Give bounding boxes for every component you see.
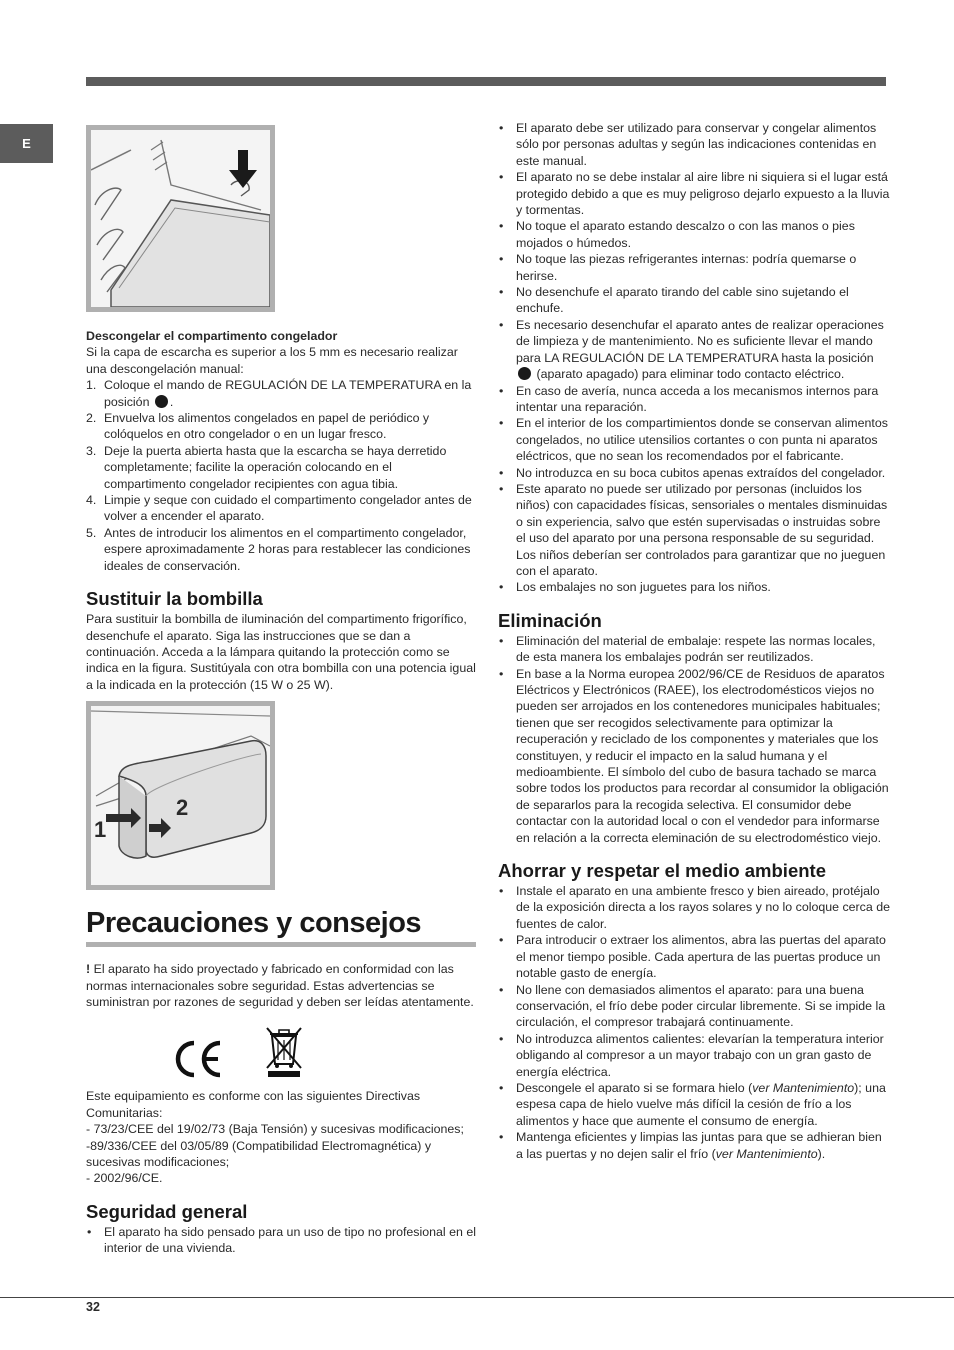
list-item: • Los embalajes no son juguetes para los niños.	[499, 580, 771, 595]
list-item: • Es necesario desenchufar el aparato antes de realizar operaciones de limpieza y de mantenimiento. No es suficiente llevar el mando para LA REGULACIÓN DE LA TEMPERATURA hasta la posición (aparato apagado) para eliminar todo contacto eléctrico.	[499, 317, 884, 382]
directives-intro: Este equipamiento es conforme con las siguientes Directivas Comunitarias:	[86, 1089, 421, 1120]
page-number: 32	[86, 1300, 100, 1314]
footer-rule	[0, 1297, 954, 1298]
language-tab-label: E	[22, 136, 31, 151]
list-item: • No introduzca en su boca cubitos apenas extraídos del congelador.	[499, 465, 886, 480]
list-item: • No desenchufe el aparato tirando del cable sino sujetando el enchufe.	[499, 285, 849, 316]
list-item: • El aparato debe ser utilizado para conservar y congelar alimentos sólo por personas adultas y según las indicaciones contenidas en este manual.	[499, 121, 877, 168]
environment-list	[498, 883, 890, 1162]
list-item: • El aparato no se debe instalar al aire libre ni siquiera si el lugar está protegido debido a que es muy peligroso dejarlo expuesto a la lluvia y tormentas.	[499, 170, 890, 218]
list-item: • En caso de avería, nunca acceda a los mecanismos internos para intentar una reparación.	[499, 383, 879, 414]
list-item: 4. Limpie y seque con cuidado el compartimento congelador antes de volver a encender el aparato.	[86, 493, 472, 524]
list-item: 3. Deje la puerta abierta hasta que la escarcha se haya derretido completamente; facilite la operación colocando en el compartimento congelador recipientes con agua tibia.	[86, 443, 447, 491]
main-title: Precauciones y consejos	[86, 906, 476, 947]
warning-icon: !	[86, 962, 91, 977]
off-position-icon	[155, 395, 168, 408]
defrost-title: Descongelar el compartimento congelador	[86, 329, 338, 343]
list-item: • No toque el aparato estando descalzo o con las manos o pies mojados o húmedos.	[499, 219, 855, 250]
bulb-text: Para sustituir la bombilla de iluminación del compartimento frigorífico, desenchufe el aparato. Siga las instrucciones que se dan a continuación. Acceda a la lámpara quitando la protección como se indica en la figura. Sustitúyala con otra bombilla con una potencia igual a la indicada en la protección (15 W o 25 W).	[86, 612, 476, 692]
list-item: 1. Coloque el mando de REGULACIÓN DE LA TEMPERATURA en la posición .	[86, 378, 472, 409]
list-item: • Eliminación del material de embalaje: respete las normas locales, de esta manera los embalajes podrán ser reutilizados.	[499, 633, 876, 665]
directive-item: - 2002/96/CE.	[86, 1171, 163, 1186]
header-bar	[86, 77, 886, 86]
freezer-defrost-figure	[86, 125, 275, 312]
safety-list-right	[498, 120, 890, 596]
list-item: • En el interior de los compartimientos donde se conservan alimentos congelados, no utilice utensilios cortantes o con punta ni aparatos eléctricos, que no sean los recomendados por el fabricante.	[499, 416, 888, 464]
list-item: • Mantenga eficientes y limpias las juntas para que se adhieran bien a las puertas y no dejen salir el frío (ver Mantenimiento).	[499, 1130, 882, 1161]
certification-marks	[174, 1022, 476, 1078]
directive-item: -89/336/CEE del 03/05/89 (Compatibilidad Electromagnética) y sucesivas modificaciones;	[86, 1138, 432, 1169]
disposal-title: Eliminación	[498, 609, 602, 631]
right-column	[498, 120, 890, 1162]
step-two-label: 2	[176, 795, 189, 821]
defrost-intro: Si la capa de escarcha es superior a los 5 mm es necesario realizar una descongelación manual:	[86, 345, 458, 376]
list-item: • Este aparato no puede ser utilizado por personas (incluidos los niños) con capacidades físicas, sensoriales o mentales disminuidas o sin experiencia, salvo que estén supervisadas o instruidas sobre el uso del aparato por una persona responsable de su seguridad. Los niños deberían ser controlados para garantizar que no jueguen con el aparato.	[499, 481, 888, 578]
safety-list-left	[86, 1224, 476, 1257]
weee-bin-icon	[264, 1024, 304, 1078]
ce-mark-icon	[174, 1040, 224, 1078]
list-item: • Descongele el aparato si se formara hielo (ver Mantenimiento); una espesa capa de hielo vuelve más difícil la cesión de frío a los alimentos y hace que aumente el consumo de energía.	[499, 1080, 886, 1128]
maintenance-reference: ver Mantenimiento	[715, 1146, 818, 1161]
list-item: • Para introducir o extraer los alimentos, abra las puertas del aparato el menor tiempo posible. Cada apertura de las puertas produce un notable gasto de energía.	[499, 933, 886, 981]
warning-paragraph: ! El aparato ha sido proyectado y fabricado en conformidad con las normas internacionales sobre seguridad. Estas advertencias se suministran por razones de seguridad y deben ser leídas atentamente.	[86, 962, 474, 1009]
bulb-cover-figure	[86, 701, 275, 890]
language-tab	[0, 124, 53, 163]
off-position-icon	[518, 367, 531, 380]
list-item: • No llene con demasiados alimentos el aparato: para una buena conservación, el frío debe poder circular libremente. Si se impide la circulación, el compresor trabajará continuamente.	[499, 982, 886, 1030]
safety-title: Seguridad general	[86, 1200, 248, 1222]
left-column	[86, 125, 476, 1257]
directive-item: - 73/23/CEE del 19/02/73 (Baja Tensión) y sucesivas modificaciones;	[86, 1122, 464, 1137]
freezer-shelf-illustration	[91, 130, 270, 307]
list-item: • El aparato ha sido pensado para un uso de tipo no profesional en el interior de una vivienda.	[87, 1224, 476, 1256]
disposal-list	[498, 633, 890, 846]
defrost-steps	[86, 377, 476, 574]
maintenance-reference: ver Mantenimiento	[752, 1080, 855, 1095]
list-item: • Instale el aparato en una ambiente fresco y bien aireado, protéjalo de la exposición directa a los rayos solares y no lo coloque cerca de fuentes de calor.	[499, 884, 890, 931]
list-item: 2. Envuelva los alimentos congelados en papel de periódico y colóquelos en otro congelador o en un lugar fresco.	[86, 411, 430, 442]
list-item: • No introduzca alimentos calientes: elevarían la temperatura interior obligando al compresor a un mayor trabajo con un gran gasto de energía eléctrica.	[499, 1031, 884, 1079]
list-item: 5. Antes de introducir los alimentos en el compartimento congelador, espere aproximadamente 2 horas para restablecer las condiciones ideales de conservación.	[86, 525, 471, 573]
step-one-label: 1	[94, 817, 107, 843]
directives-block	[86, 1088, 476, 1186]
list-item: • No toque las piezas refrigerantes internas: podría quemarse o herirse.	[499, 252, 857, 283]
list-item: • En base a la Norma europea 2002/96/CE de Residuos de aparatos Eléctricos y Electrónicos (RAEE), los electrodomésticos viejos no pueden ser arrojados en los contenedores municipales habituales; tienen que ser recogidos selectivamente para optimizar la recuperación y reciclado de los componentes y materiales que los constituyen, y reducir el impacto en la salud humana y el medioambiente. El símbolo del cubo de basura tachado se marca sobre todos los productos para recordar al consumidor la obligación de separarlos para la recogida selectiva. El consumidor debe contactar con la autoridad local o con el vendedor para informarse en relación a la correcta eleminación de su electrodoméstico viejo.	[499, 666, 889, 845]
environment-title: Ahorrar y respetar el medio ambiente	[498, 860, 826, 882]
bulb-title: Sustituir la bombilla	[86, 588, 263, 610]
